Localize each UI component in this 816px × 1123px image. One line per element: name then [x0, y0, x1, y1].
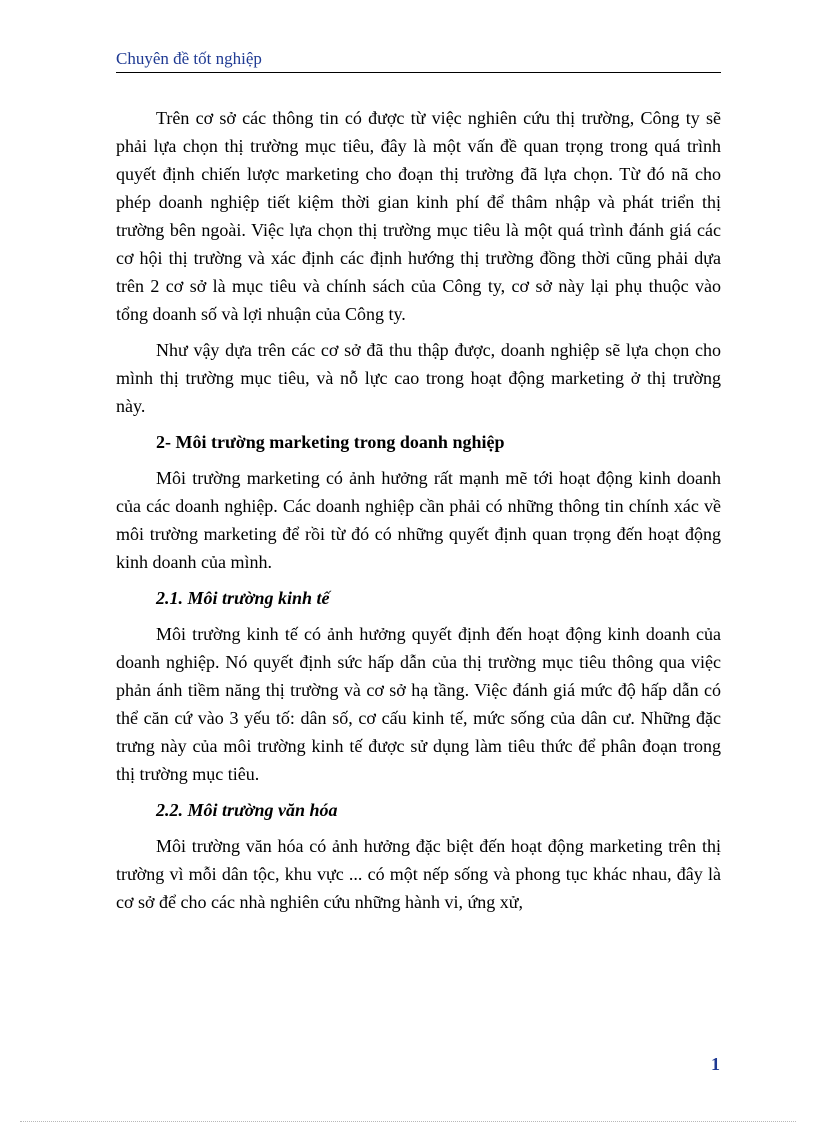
page-header	[116, 48, 721, 73]
heading-economic-environment: 2.1. Môi trường kinh tế	[156, 588, 330, 608]
paragraph-cultural-environment: Môi trường văn hóa có ảnh hưởng đặc biệt đến hoạt động marketing trên thị trường vì mỗi dân tộc, khu vực ... có một nếp sống và phong tục khác nhau, đây là cơ sở để cho các nhà nghiên cứu những hành vi, ứng xử,	[116, 836, 721, 912]
document-body	[116, 104, 721, 924]
paragraph-marketing-environment: Môi trường marketing có ảnh hưởng rất mạnh mẽ tới hoạt động kinh doanh của các doanh nghiệp. Các doanh nghiệp cần phải có những thông tin chính xác về môi trường marketing để rồi từ đó có những quyết định quan trọng đến hoạt động kinh doanh của mình.	[116, 468, 721, 572]
paragraph-target-market: Trên cơ sở các thông tin có được từ việc nghiên cứu thị trường, Công ty sẽ phải lựa chọn thị trường mục tiêu, đây là một vấn đề quan trọng trong quá trình quyết định chiến lược marketing cho đoạn thị trường đã lựa chọn. Từ đó nã cho phép doanh nghiệp tiết kiệm thời gian kinh phí để thâm nhập và phát triển thị trường bên ngoài. Việc lựa chọn thị trường mục tiêu là một quá trình đánh giá các cơ hội thị trường và xác định các định hướng thị trường đồng thời cũng phải dựa trên 2 cơ sở là mục tiêu và chính sách của Công ty, cơ sở này lại phụ thuộc vào tổng doanh số và lợi nhuận của Công ty.	[116, 108, 721, 324]
page-number: 1	[711, 1054, 720, 1074]
page-break-divider	[20, 1121, 796, 1122]
heading-cultural-environment: 2.2. Môi trường văn hóa	[156, 800, 338, 820]
heading-marketing-environment: 2- Môi trường marketing trong doanh nghiệp	[156, 432, 505, 452]
paragraph-economic-environment: Môi trường kinh tế có ảnh hưởng quyết định đến hoạt động kinh doanh của doanh nghiệp. Nó quyết định sức hấp dẫn của thị trường mục tiêu thông qua việc phản ánh tiềm năng thị trường và cơ sở hạ tầng. Việc đánh giá mức độ hấp dẫn có thể căn cứ vào 3 yếu tố: dân số, cơ cấu kinh tế, mức sống của dân cư. Những đặc trưng này của môi trường kinh tế được sử dụng làm tiêu thức để phân đoạn trong thị trường mục tiêu.	[116, 624, 721, 784]
header-title: Chuyên đề tốt nghiệp	[116, 49, 262, 68]
paragraph-summary: Như vậy dựa trên các cơ sở đã thu thập được, doanh nghiệp sẽ lựa chọn cho mình thị trường mục tiêu, và nỗ lực cao trong hoạt động marketing ở thị trường này.	[116, 340, 721, 416]
